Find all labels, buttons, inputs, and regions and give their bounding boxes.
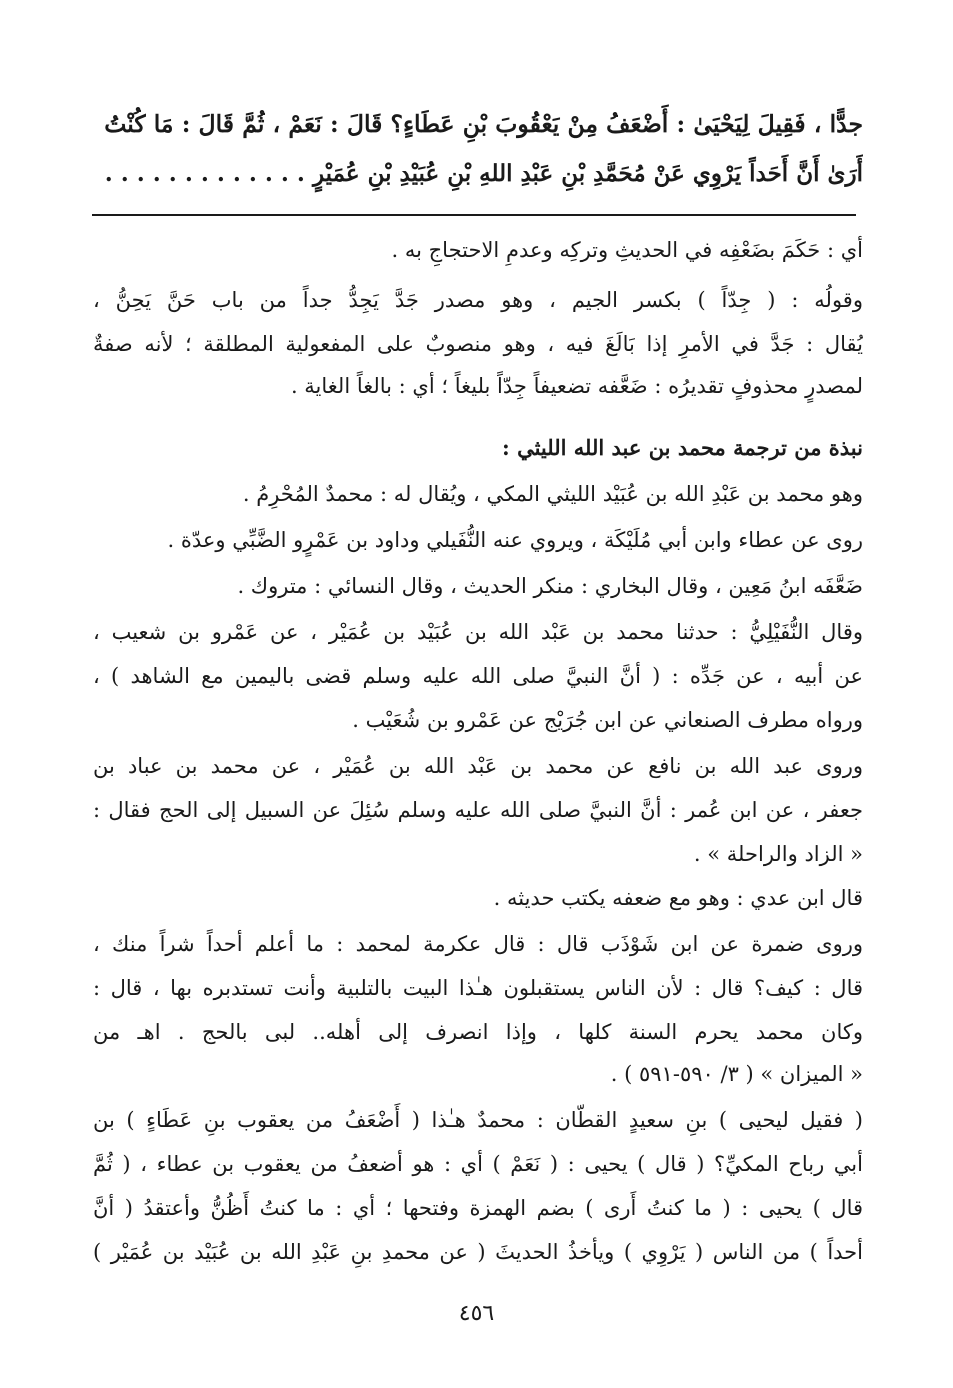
sharh-line: وروى ضمرة عن ابن شَوْذَب قال : قال عكرمة لمحمد : ما أعلم أحداً شراً منك ، (93, 932, 863, 956)
sharh-line: ضَعَّفَه ابنُ مَعِين ، وقال البخاري : منكر الحديث ، وقال النسائي : متروك . (237, 574, 863, 598)
section-heading: نبذة من ترجمة محمد بن عبد الله الليثي : (502, 435, 863, 460)
sharh-line: قال ) يحيى : ( ما كنتُ أَرى ) بضم الهمزة وفتحها ؛ أي : ما كنتُ أَظُنُّ وأعتقدُ ( أنَّ (93, 1196, 863, 1220)
sharh-line: قال ابن عدي : وهو مع ضعفه يكتب حديثه . (493, 886, 863, 910)
sharh-line: أبي رباح المكيِّ؟ ( قال ) يحيى : ( نَعَمْ ) أي : هو أضعفُ من يعقوب بن عطاء ، ( ثُمَّ (93, 1152, 863, 1176)
sharh-line: يُقال : جَدَّ في الأمرِ إذا بَالَغَ فيه ، وهو منصوبٌ على المفعولية المطلقة ؛ لأنه صفةٌ (93, 332, 863, 356)
sharh-line: وهو محمد بن عَبْدِ الله بن عُبَيْد الليثي المكي ، ويُقال له : محمدٌ المُحْرِمُ . (242, 482, 863, 506)
sharh-line: أحداً ) من الناس ( يَرْوِي ) ويأخذُ الحديثَ ( عن محمدِ بنِ عَبْدِ الله بن عُبَيْد بن عُمَيْر ) (93, 1240, 863, 1264)
matn-line: أَرَىٰ أَنَّ أَحَداً يَرْوِي عَنْ مُحَمَّدِ بْنِ عَبْدِ اللهِ بْنِ عُبَيْدِ بْنِ عُمَيْرٍ . . . . . . . . . . . . . (104, 160, 863, 187)
sharh-line: وكان محمد يحرم السنة كلها ، وإذا انصرف إلى أهله.. لبى بالحج . اهـ من (93, 1020, 863, 1044)
sharh-line: عن أبيه ، عن جَدِّه : ( أنَّ النبيَّ صلى الله عليه وسلم قضى باليمين مع الشاهد ) ، (93, 664, 863, 688)
sharh-line: « الميزان » ( ٣/ ٥٩٠-٥٩١ ) . (610, 1062, 863, 1086)
sharh-line: لمصدرٍ محذوفٍ تقديرُه : ضَعَّفه تضعيفاً جِدّاً بليغاً ؛ أي : بالغاً الغاية . (290, 374, 863, 398)
sharh-line: قال : كيف؟ قال : لأن الناس يستقبلون هـٰذا البيت بالتلبية وأنت تستدبره بها ، قال : (93, 976, 863, 1000)
sharh-line: وروى عبد الله بن نافع عن محمد بن عَبْد الله بن عُمَيْر ، عن محمد بن عباد بن (93, 754, 863, 778)
sharh-line: « الزاد والراحلة » . (693, 842, 863, 866)
page-number: ٤٥٦ (458, 1301, 495, 1326)
sharh-line: ورواه مطرف الصنعاني عن ابن جُرَيْج عن عَمْرو بن شُعَيْب . (352, 708, 863, 732)
sharh-line: جعفر ، عن ابن عُمر : أنَّ النبيَّ صلى الله عليه وسلم سُئِلَ عن السبيل إلى الحج فقال : (93, 798, 863, 822)
sharh-line: وقال النُّفَيْلِيُّ : حدثنا محمد بن عَبْد الله بن عُبَيْد بن عُمَيْر ، عن عَمْرو بن شعيب ، (93, 620, 863, 644)
sharh-line: أي : حَكَمَ بضَعْفِه في الحديثِ وتركِه وعدمِ الاحتجاجِ به . (391, 238, 863, 262)
matn-line: جدًّا ، فَقِيلَ لِيَحْيَىٰ : أَضْعَفُ مِنْ يَعْقُوبَ بْنِ عَطَاءٍ؟ قَالَ : نَعَمْ ، ثُمَّ قَالَ : مَا كُنْتُ (104, 110, 863, 138)
matn-divider (92, 214, 856, 216)
sharh-line: روى عن عطاء وابن أبي مُلَيْكَة ، ويروي عنه النُّفَيلي وداود بن عَمْرٍو الضَّبِّي وعدّة . (167, 528, 863, 552)
sharh-line: وقولُه : ( جِدّاً ) بكسر الجيم ، وهو مصدر جَدَّ يَجِدُّ جداً من باب حَنَّ يَحِنُّ ، (93, 288, 863, 312)
sharh-line: ( فقيل ليحيى ) بنِ سعيدٍ القطّان : محمدٌ هـٰذا ( أَضْعَفُ من يعقوب بنِ عَطَاءٍ ) بن (93, 1108, 863, 1132)
